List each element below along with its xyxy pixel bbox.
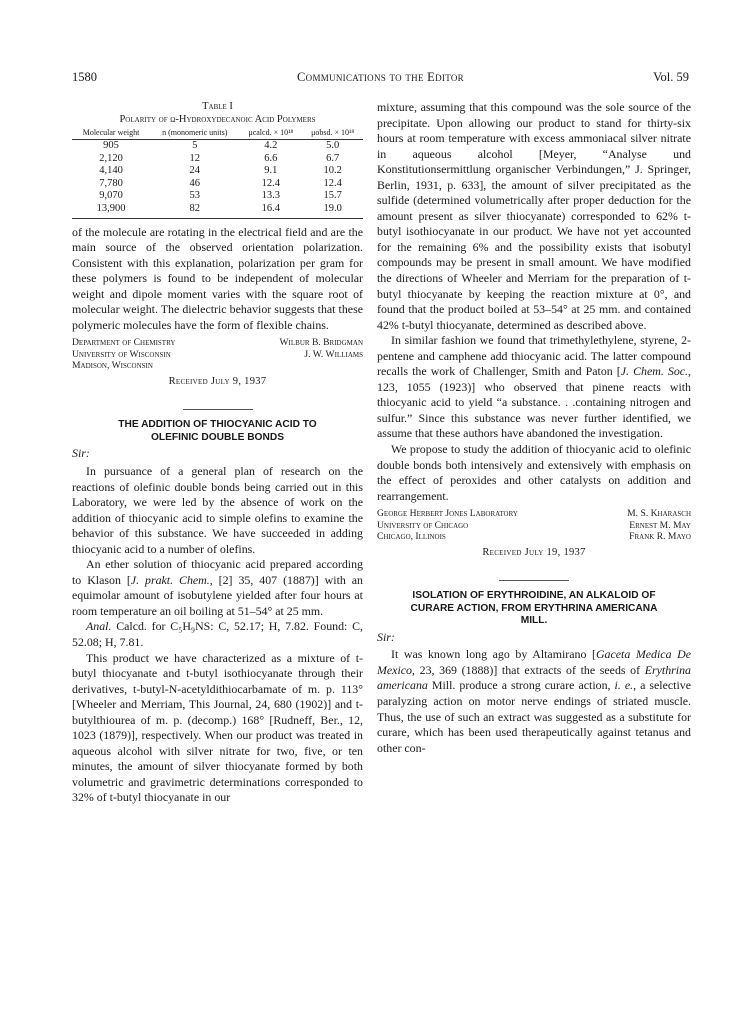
table-cell: 9.1 — [264, 165, 278, 177]
table-row — [72, 178, 363, 191]
text-run: , [2] 35, 407 (1887)] with an equimolar amount of isobutylene yielded after four hours at room temperature an oil boiling at 51–54° at 25 mm. — [72, 572, 363, 618]
received-date: Received July 19, 1937 — [482, 546, 586, 558]
table-cell: 12.4 — [261, 177, 281, 189]
table-cell: 2,120 — [99, 152, 123, 164]
article-title-line: OLEFINIC DOUBLE BONDS — [150, 431, 284, 443]
table-header-cell: n (monomeric units) — [150, 128, 239, 140]
salutation: Sir: — [72, 446, 90, 461]
body-paragraph — [377, 333, 691, 442]
table-cell: 82 — [150, 203, 239, 218]
article-title-line: CURARE ACTION, FROM ERYTHRINA AMERICANA — [410, 602, 658, 614]
table-cell: 6.7 — [326, 152, 340, 164]
left-column — [72, 100, 363, 806]
affiliation-line: Chicago, Illinois — [377, 531, 446, 543]
species-name: Erythrina americana — [377, 662, 691, 693]
table-cell: 53 — [189, 190, 200, 202]
author-name: J. W. Williams — [304, 348, 363, 360]
affiliation-line: Madison, Wisconsin — [72, 360, 153, 372]
body-paragraph: We propose to study the addition of thiocyanic acid to olefinic double bonds both intensively and extensively with emphasis on the effect of peroxides and other catalysts on addition and rearrangement. — [377, 442, 691, 503]
body-paragraph: mixture, assuming that this compound was the sole source of the precipitate. Upon allowing our product to stand for thirty-six hours at room temperature with excess ammoniacal silver nitrate in aqueous alcohol [Meyer, “Analyse und Konstitutionsermittlung organischer Verbindungen,” J. Springer, Berlin, 1931, p. 633], the amount of silver precipitated as the sulfide (determined volumetrically after proper deduction for the amount present as silver thiocyanate) corresponded to 62% t-butyl isothiocyanate in our product. We have not yet accounted for the remaining 6% and the possibility exists that isobutyl compounds may be present in small amount. We have modified the directions of Wheeler and Merriam for the preparation of t-butyl thiocyanate by keeping the reaction mixture at 0°, and found that the product boiled at 53–54° at 25 mm. and contained 42% t-butyl thiocyanate, determined as described above. — [377, 100, 691, 332]
author-name: M. S. Kharasch — [627, 508, 691, 520]
table-cell: 5.0 — [326, 140, 340, 151]
table-header-cell: μcalcd. × 10¹⁸ — [239, 128, 302, 140]
body-paragraph: of the molecule are rotating in the electrical field and are the main source of the observed orientation polarization. Consistent with this explanation, polarization per gram for these polymers is found to be independent of molecular weight and dipole moment varies with the square root of molecular weight. The dielectric behavior suggests that these polymeric molecules have the form of flexible chains. — [72, 224, 363, 332]
text-run: , 123, 1055 (1923)] who observed that pinene reacts with thiocyanic acid to yield “a substance. . .containing nitrogen and sulfur.” Since this substance was never further identified, we assume that these authors have abandoned the investigation. — [377, 364, 691, 441]
volume-label: Vol. 59 — [653, 70, 689, 84]
table-cell: 13.3 — [261, 190, 281, 202]
table-cell: 905 — [103, 140, 119, 151]
table-caption-number: Table I — [202, 101, 233, 112]
table-cell: 6.6 — [264, 152, 278, 164]
affiliation-line: University of Chicago — [377, 519, 469, 531]
citation-journal: Gaceta Medica De Mexico — [377, 647, 691, 677]
text-run: In similar fashion we found that trimethylethylene, styrene, 2-pentene and camphene add thiocyanic acid. The latter compound recalls the work of Challenger, Smith and Paton [ — [377, 333, 691, 379]
table-cell: 12.4 — [323, 177, 342, 189]
table-cell: 15.7 — [323, 190, 342, 202]
text-run: , a selective paralyzing action on motor nerve endings of striated muscle. Thus, the use of such an extract was suggested as a substitute for curare, which has been used therapeutically against tetanus and other con- — [377, 678, 691, 755]
table-cell: 12 — [189, 152, 200, 164]
table-cell: 24 — [189, 165, 200, 177]
received-date: Received July 9, 1937 — [168, 375, 267, 387]
table-caption-title: Polarity of ω-Hydroxydecanoic Acid Polymers — [119, 114, 316, 125]
abbreviation: i. e. — [614, 678, 634, 693]
table-cell: 5 — [192, 140, 198, 151]
citation-journal: J. Chem. Soc. — [620, 364, 689, 379]
table-cell: 10.2 — [323, 165, 342, 177]
text-run: An ether solution of thiocyanic acid prepared according to Klason [ — [72, 557, 363, 587]
table-cell: 16.4 — [239, 203, 302, 218]
text-run: It was known long ago by Altamirano [ — [391, 647, 596, 662]
table-cell: 4.2 — [264, 140, 278, 151]
body-paragraph: This product we have characterized as a mixture of t-butyl thiocyanate and t-butyl isothiocyanate through their derivatives, t-butyl-N-acetyldithiocarbamate of m. p. 113° [Wheeler and Merriam, This Journal, 24, 680 (1902)] and t-butylthiourea of m. p. (decomp.) 168° [Rudneff, Ber., 12, 1023 (1879)], respectively. When our product was treated in aqueous alcohol with silver nitrate for two, five, or ten minutes, the amount of silver thiocyanate formed by both volumetric and gravimetric determinations corresponded to 32% of t-butyl thiocyanate in our — [72, 650, 363, 805]
table-header-cell: Molecular weight — [72, 128, 150, 140]
author-name: Frank R. Mayo — [629, 531, 691, 543]
article-title-line: MILL. — [520, 615, 548, 627]
anal-label: Anal. — [86, 619, 112, 634]
body-paragraph: In pursuance of a general plan of research on the reactions of olefinic double bonds being carried out in this Laboratory, we were led by the absence of work on the addition of thiocyanic acid to simple olefins to examine the behavior of this substance. We have succeeded in adding thiocyanic acid to a number of olefins. — [72, 463, 363, 556]
table-header-row — [72, 128, 363, 140]
table-cell: 46 — [189, 177, 200, 189]
affiliation-line: George Herbert Jones Laboratory — [377, 508, 518, 520]
table-cell: 9,070 — [99, 190, 123, 202]
text-run: Mill. produce a strong curare action, — [427, 678, 615, 693]
table-cell: 13,900 — [72, 203, 150, 218]
journal-section-title: Communications to the Editor — [297, 70, 464, 84]
article-title-line: ISOLATION OF ERYTHROIDINE, AN ALKALOID OF — [412, 590, 656, 602]
page-number: 1580 — [72, 70, 97, 84]
table-cell: 7,780 — [99, 177, 123, 189]
section-divider — [499, 580, 569, 581]
polarity-table — [72, 128, 363, 219]
author-name: Ernest M. May — [629, 519, 691, 531]
page-header — [72, 70, 689, 86]
table-row — [72, 153, 363, 166]
table-cell: 4,140 — [99, 165, 123, 177]
article-title-line: THE ADDITION OF THIOCYANIC ACID TO — [118, 419, 317, 431]
text-run: Calcd. for C₅H₉NS: C, 52.17; H, 7.82. Found: C, 52.08; H, 7.81. — [72, 619, 363, 649]
affiliation-line: University of Wisconsin — [72, 348, 171, 360]
table-header-cell: μobsd. × 10¹⁸ — [302, 128, 363, 140]
section-divider — [183, 409, 253, 410]
right-column — [377, 100, 691, 756]
table-row — [72, 140, 363, 153]
salutation: Sir: — [377, 629, 395, 644]
affiliation-line: Department of Chemistry — [72, 337, 176, 349]
table-cell: 19.0 — [302, 203, 363, 218]
author-signature-block — [72, 337, 363, 372]
table-row — [72, 203, 363, 218]
citation-journal: J. prakt. Chem. — [130, 572, 210, 587]
text-run: , 23, 369 (1888)] that extracts of the seeds of — [412, 662, 645, 677]
body-paragraph — [72, 557, 363, 619]
table-row — [72, 190, 363, 203]
author-signature-block — [377, 508, 691, 543]
author-name: Wilbur B. Bridgman — [279, 337, 363, 349]
table-row — [72, 165, 363, 178]
body-paragraph — [377, 647, 691, 756]
analysis-paragraph — [72, 619, 363, 650]
